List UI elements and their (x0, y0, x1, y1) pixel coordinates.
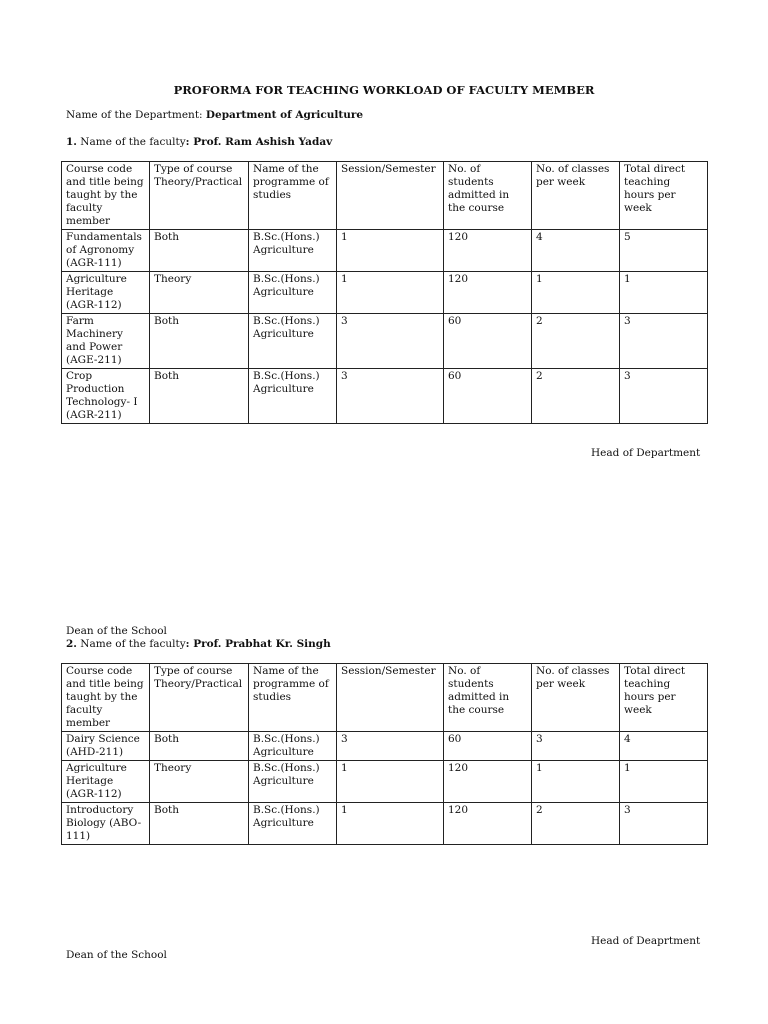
table-row (62, 732, 708, 761)
faculty-1-colon: : (185, 136, 194, 148)
table-row (62, 369, 708, 424)
column-header: No. of students admitted in the course (444, 162, 532, 230)
table-cell: Both (150, 230, 249, 272)
column-header: No. of classes per week (532, 162, 620, 230)
table-cell: 3 (337, 369, 444, 424)
table-cell: Farm Machinery and Power (AGE-211) (62, 314, 150, 369)
table-cell: 1 (620, 761, 708, 803)
table-cell: Dairy Science (AHD-211) (62, 732, 150, 761)
department-name: Department of Agriculture (205, 109, 364, 121)
column-header: Type of course Theory/Practical (150, 664, 249, 732)
table-header-row (62, 162, 708, 230)
table-cell: Both (150, 314, 249, 369)
table-cell: B.Sc.(Hons.) Agriculture (249, 272, 337, 314)
table-cell: 5 (620, 230, 708, 272)
table-cell: 1 (620, 272, 708, 314)
workload-table-1-body (62, 162, 708, 424)
table-cell: 60 (444, 369, 532, 424)
table-cell: 120 (444, 272, 532, 314)
workload-table-2-body (62, 664, 708, 845)
table-cell: 1 (337, 761, 444, 803)
faculty-2-label: Name of the faculty (76, 638, 186, 650)
table-cell: 4 (620, 732, 708, 761)
table-cell: 1 (337, 272, 444, 314)
column-header: Course code and title being taught by the faculty member (62, 664, 150, 732)
table-cell: Both (150, 369, 249, 424)
table-cell: Theory (150, 272, 249, 314)
table-cell: 1 (532, 272, 620, 314)
column-header: Total direct teaching hours per week (620, 664, 708, 732)
faculty-1-label: Name of the faculty (76, 136, 186, 148)
table-cell: Fundamentals of Agronomy (AGR-111) (62, 230, 150, 272)
table-cell: 120 (444, 803, 532, 845)
column-header: Name of the programme of studies (249, 162, 337, 230)
column-header: Type of course Theory/Practical (150, 162, 249, 230)
table-cell: B.Sc.(Hons.) Agriculture (249, 803, 337, 845)
table-cell: Both (150, 732, 249, 761)
table-cell: Agriculture Heritage (AGR-112) (62, 761, 150, 803)
workload-table-1 (61, 161, 708, 424)
table-row (62, 803, 708, 845)
page-title: PROFORMA FOR TEACHING WORKLOAD OF FACULTY MEMBER (173, 83, 595, 97)
faculty-1-number: 1. (66, 136, 77, 148)
table-cell: Introductory Biology (ABO-111) (62, 803, 150, 845)
faculty-2-name: Prof. Prabhat Kr. Singh (193, 638, 331, 650)
table-cell: B.Sc.(Hons.) Agriculture (249, 314, 337, 369)
table-cell: B.Sc.(Hons.) Agriculture (249, 369, 337, 424)
faculty-2-number: 2. (66, 638, 77, 650)
table-cell: 3 (337, 314, 444, 369)
table-row (62, 272, 708, 314)
faculty-1-name: Prof. Ram Ashish Yadav (193, 136, 333, 148)
table-row (62, 230, 708, 272)
table-cell: 3 (620, 369, 708, 424)
table-cell: 2 (532, 314, 620, 369)
table-cell: Crop Production Technology- I (AGR-211) (62, 369, 150, 424)
column-header: Name of the programme of studies (249, 664, 337, 732)
head-signature-1: Head of Department (591, 447, 701, 459)
table-cell: 60 (444, 314, 532, 369)
table-header-row (62, 664, 708, 732)
table-cell: B.Sc.(Hons.) Agriculture (249, 732, 337, 761)
faculty-2-colon: : (185, 638, 194, 650)
table-cell: 120 (444, 230, 532, 272)
workload-table-2 (61, 663, 708, 845)
table-cell: 3 (620, 314, 708, 369)
dean-signature-2: Dean of the School (66, 949, 167, 961)
faculty-1-line (66, 136, 332, 148)
table-row (62, 761, 708, 803)
table-cell: 120 (444, 761, 532, 803)
table-cell: 2 (532, 369, 620, 424)
table-cell: Both (150, 803, 249, 845)
table-cell: 1 (532, 761, 620, 803)
column-header: Session/Semester (337, 664, 444, 732)
column-header: Course code and title being taught by the faculty member (62, 162, 150, 230)
column-header: No. of students admitted in the course (444, 664, 532, 732)
column-header: No. of classes per week (532, 664, 620, 732)
table-cell: Agriculture Heritage (AGR-112) (62, 272, 150, 314)
department-label: Name of the Department: (66, 109, 206, 121)
faculty-2-line (66, 638, 331, 650)
table-cell: 4 (532, 230, 620, 272)
table-cell: 1 (337, 803, 444, 845)
table-cell: B.Sc.(Hons.) Agriculture (249, 761, 337, 803)
table-row (62, 314, 708, 369)
dean-signature-1: Dean of the School (66, 625, 167, 637)
table-cell: 3 (620, 803, 708, 845)
table-cell: Theory (150, 761, 249, 803)
table-cell: B.Sc.(Hons.) Agriculture (249, 230, 337, 272)
table-cell: 1 (337, 230, 444, 272)
head-signature-2: Head of Deaprtment (591, 935, 701, 947)
table-cell: 3 (337, 732, 444, 761)
table-cell: 2 (532, 803, 620, 845)
column-header: Total direct teaching hours per week (620, 162, 708, 230)
department-line (66, 109, 363, 121)
table-cell: 60 (444, 732, 532, 761)
column-header: Session/Semester (337, 162, 444, 230)
table-cell: 3 (532, 732, 620, 761)
